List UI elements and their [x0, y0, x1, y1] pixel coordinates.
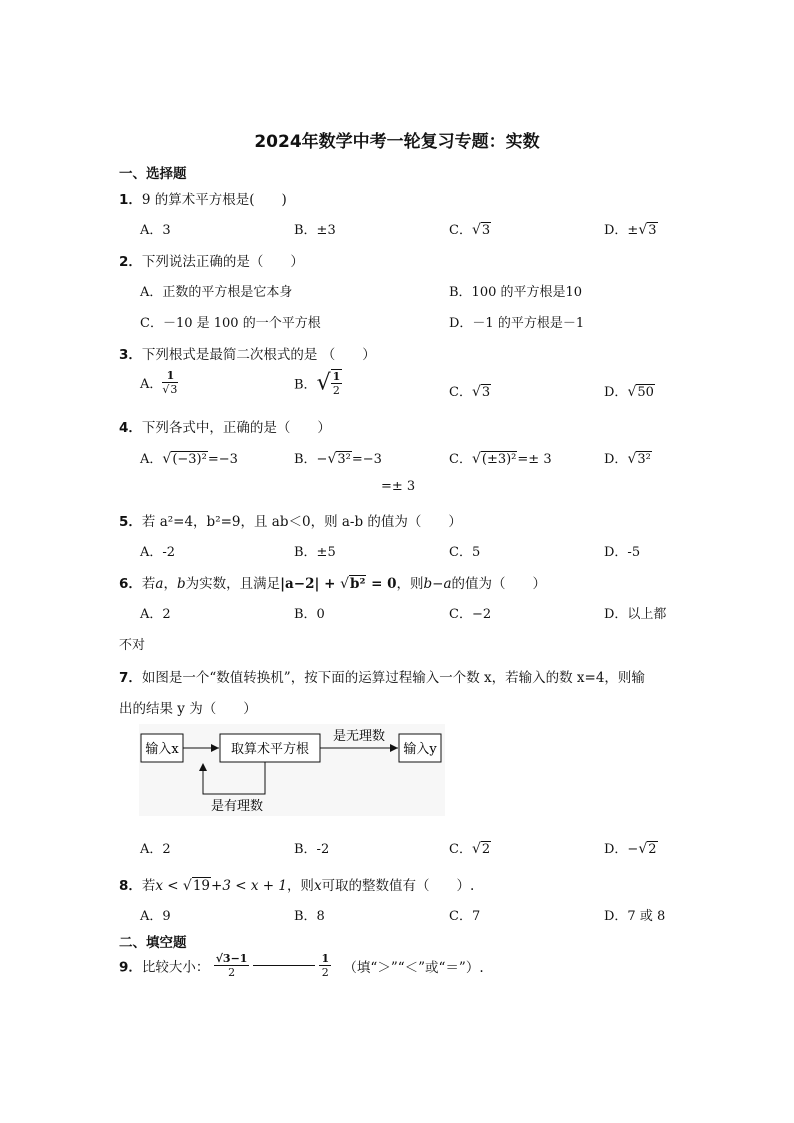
q6-option-b: B．0	[294, 607, 325, 622]
q4-option-d: D．√3²	[604, 451, 651, 467]
question-9: 9．比较大小： $\frac{√3-1}{2}$ $\frac{1}{2}$ （填“＞”“＜”或“＝”）.	[119, 952, 484, 979]
input-x-label: 输入x	[145, 742, 179, 757]
question-number: 1．	[119, 192, 142, 208]
question-8: 8．若x < √19+3 < x + 1，则x可取的整数值有（ ）.	[119, 878, 475, 894]
q8-option-b: B．8	[294, 909, 325, 924]
question-number: 8．	[119, 878, 142, 894]
q1-option-b: B．±3	[294, 223, 336, 238]
q6-option-c: C．−2	[449, 607, 492, 622]
q8-option-d: D．7 或 8	[604, 909, 666, 924]
q7-option-b: B．-2	[294, 842, 330, 857]
question-text: 若 a²=4，b²=9，且 ab＜0，则 a-b 的值为（ ）	[141, 514, 462, 530]
question-3	[119, 343, 376, 363]
question-number: 4．	[119, 420, 142, 436]
q5-option-a: A．-2	[140, 545, 176, 560]
question-number: 5．	[119, 514, 142, 530]
q3-option-b: B．√ $\frac{1}{2}$	[294, 370, 341, 397]
question-2	[119, 250, 304, 270]
question-number: 3．	[119, 347, 142, 363]
question-6: 6．若a，b为实数，且满足|a−2| + √b² = 0，则b−a的值为（ ）	[119, 576, 547, 592]
question-number: 2．	[119, 254, 142, 270]
q3-option-a: A． $\frac{1}{√3}$	[140, 369, 178, 396]
process-label: 取算术平方根	[230, 742, 310, 757]
q4-option-c: C．√(±3)²=± 3	[449, 451, 552, 467]
section-fill: 二、填空题	[119, 935, 187, 951]
q8-option-c: C．7	[449, 909, 481, 924]
question-text: 下列说法正确的是（ ）	[141, 254, 304, 270]
q6-option-a: A．2	[140, 607, 171, 622]
q2-option-c: C．－10 是 100 的一个平方根	[140, 316, 321, 331]
output-y-label: 输入y	[403, 742, 437, 757]
q2-option-d: D．－1 的平方根是－1	[449, 316, 585, 331]
question-text: 9 的算术平方根是( )	[141, 192, 287, 208]
question-number: 6．	[119, 576, 142, 592]
q6-option-d-continuation: 不对	[119, 638, 146, 653]
q5-option-d: D．-5	[604, 545, 641, 560]
q5-option-c: C．5	[449, 545, 481, 560]
q4-option-b: B．−√3²=−3	[294, 451, 382, 467]
question-1	[119, 188, 287, 208]
q1-option-c: C．√3	[449, 222, 491, 238]
question-7	[119, 666, 645, 686]
q6-option-d: D．以上都	[604, 607, 667, 622]
question-text: 下列根式是最简二次根式的是 （ ）	[141, 347, 376, 363]
answer-blank[interactable]	[253, 965, 315, 966]
irrational-label: 是无理数	[332, 729, 386, 744]
q8-option-a: A．9	[140, 909, 171, 924]
q1-option-d: D．±√3	[604, 222, 657, 238]
q3-option-d: D．√50	[604, 384, 654, 400]
question-number: 9．	[119, 959, 142, 976]
q5-option-b: B．±5	[294, 545, 336, 560]
question-7-line-2: 出的结果 y 为（ ）	[119, 701, 257, 717]
q4-option-d-continuation: =± 3	[381, 479, 416, 494]
section-choice: 一、选择题	[119, 166, 187, 182]
q7-option-d: D．−√2	[604, 841, 657, 857]
question-5	[119, 510, 462, 530]
q1-option-a: A．3	[140, 223, 171, 238]
q2-option-a: A．正数的平方根是它本身	[140, 285, 293, 300]
rational-label: 是有理数	[210, 799, 264, 814]
question-text: 如图是一个“数值转换机”，按下面的运算过程输入一个数 x，若输入的数 x=4，则输	[141, 670, 645, 686]
q4-option-a: A．√(−3)²=−3	[140, 451, 238, 467]
q7-option-c: C．√2	[449, 841, 491, 857]
q2-option-b: B．100 的平方根是10	[449, 285, 583, 300]
q7-option-a: A．2	[140, 842, 171, 857]
number-converter-diagram	[139, 724, 445, 816]
q3-option-c: C．√3	[449, 384, 491, 400]
question-number: 7．	[119, 670, 142, 686]
question-4	[119, 416, 331, 436]
page-title: 2024年数学中考一轮复习专题：实数	[254, 132, 540, 152]
question-text: 下列各式中，正确的是（ ）	[141, 420, 331, 436]
